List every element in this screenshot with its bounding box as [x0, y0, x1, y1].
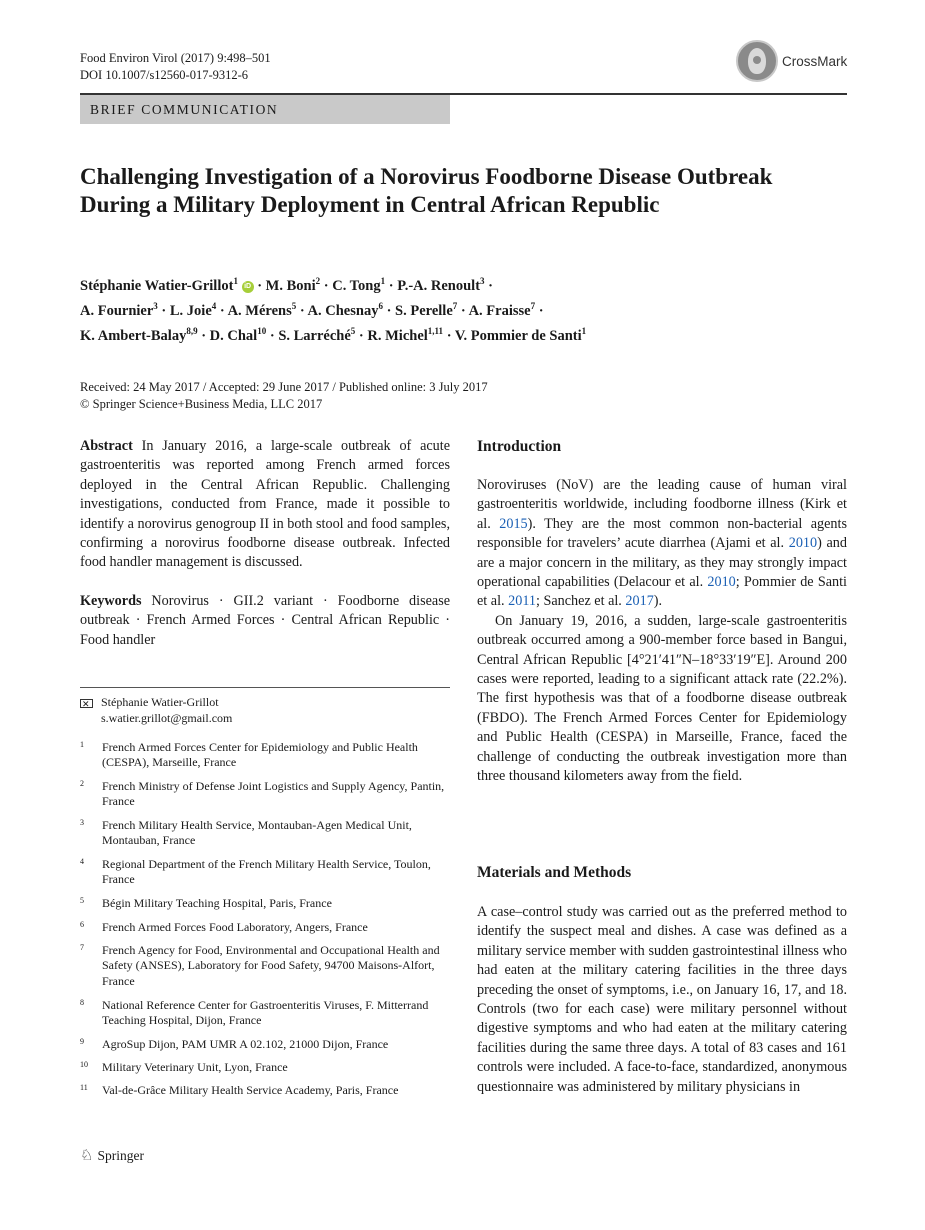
- author[interactable]: A. Fournier: [80, 302, 154, 319]
- crossmark-icon: [736, 40, 778, 82]
- affiliation: [80, 818, 450, 849]
- text-segment: ) and are a major concern in the military, as they may strongly impact operational capabilities (Delacour et al.: [477, 535, 847, 591]
- author-affiliation-ref: 6: [378, 300, 383, 311]
- author-affiliation-ref: 1: [581, 325, 587, 336]
- abstract-text: In January 2016, a large-scale outbreak of acute gastroenteritis was reported among French armed forces deployed in the Central African Republic. Challenging investigations, conducted from France, made it possible to identify a norovirus genogroup II in both stool and food samples, confirming a norovirus foodborne disease outbreak. Infected food handler management is discussed.: [80, 438, 450, 571]
- author-affiliation-ref: 8,9: [186, 325, 198, 336]
- intro-paragraph-1: [477, 476, 847, 612]
- affiliation-text: Regional Department of the French Military Health Service, Toulon, France: [102, 857, 431, 887]
- affiliation: [80, 998, 450, 1029]
- methods-paragraph-1: A case–control study was carried out as the preferred method to identify the suspect meal and dishes. A case was defined as a military service member with sudden gastrointestinal illness who had eaten at the military catering facilities in the three days preceding the onset of symptoms, i.e., on January 16, 17, and 18. Controls (two for each case) were military personnel without digestive symptoms and who had eaten at the military catering facilities during the same three days. A total of 83 cases and 161 controls were included. A face-to-face, standardized, anonymous questionnaire was administered by military physicians in: [477, 904, 847, 1095]
- crossmark-label: CrossMark: [782, 53, 848, 69]
- author[interactable]: M. Boni: [265, 277, 316, 294]
- author-affiliation-ref: 1: [380, 276, 386, 286]
- author[interactable]: A. Fraisse: [468, 302, 531, 319]
- dates-line: Received: 24 May 2017 / Accepted: 29 June 2017 / Published online: 3 July 2017: [80, 380, 488, 394]
- section-banner: BRIEF COMMUNICATION: [80, 95, 450, 124]
- author-list: Stéphanie Watier-Grillot$^1$ iD · M. Boni$^2$ · C. Tong$^1$ · P.-A. Renoult$^3$ · A. Fournier$^3$ · L. Joie$^4$ · A. Mérens$^5$ · A. Chesnay$^6$ · S. Perelle$^7$ · A. Fraisse$^7$ · K. Ambert-Balay$^{8,9}$ · D. Chal$^{10}$ · S. Larréché$^5$ · R. Michel$^{1,11}$ · V. Pommier de Santi$^1$: [80, 276, 587, 344]
- orcid-icon[interactable]: iD: [242, 281, 254, 293]
- text-segment: ; Pommier de Santi et al.: [477, 574, 847, 610]
- author[interactable]: K. Ambert-Balay: [80, 327, 187, 344]
- introduction-section: [477, 476, 847, 787]
- affiliation-text: French Armed Forces Food Laboratory, Angers, France: [102, 920, 368, 934]
- author[interactable]: A. Chesnay: [307, 302, 379, 319]
- author-affiliation-ref: 5: [291, 300, 297, 311]
- author[interactable]: A. Mérens: [227, 302, 292, 319]
- affiliation-number: 9: [80, 1037, 84, 1046]
- affiliation-number: 5: [80, 896, 84, 905]
- affiliation: [80, 857, 450, 888]
- affiliation: [80, 896, 450, 911]
- author-affiliation-ref: 2: [315, 276, 321, 286]
- abstract: [80, 437, 450, 573]
- author[interactable]: S. Perelle: [395, 302, 453, 319]
- affiliation-text: Bégin Military Teaching Hospital, Paris, France: [102, 896, 332, 910]
- text-segment: ; Sanchez et al.: [535, 593, 626, 610]
- author[interactable]: V. Pommier de Santi: [454, 327, 582, 344]
- journal-citation: Food Environ Virol (2017) 9:498–501: [80, 51, 271, 65]
- affiliation-number: 4: [80, 857, 84, 866]
- citation-link[interactable]: 2015: [499, 515, 528, 532]
- publication-dates: [80, 379, 488, 413]
- affiliation-number: 8: [80, 998, 84, 1007]
- springer-horse-icon: ♘: [80, 1148, 94, 1164]
- citation-link[interactable]: 2011: [508, 593, 536, 610]
- affiliation-text: French Military Health Service, Montauban-Agen Medical Unit, Montauban, France: [102, 818, 412, 848]
- citation-link[interactable]: 2010: [707, 574, 736, 591]
- author[interactable]: P.-A. Renoult: [397, 277, 481, 294]
- affiliation: [80, 920, 450, 935]
- abstract-label: Abstract: [80, 438, 133, 454]
- affiliation-text: French Agency for Food, Environmental and Occupational Health and Safety (ANSES), Laboratory for Food Safety, 94700 Maisons-Alfort, France: [102, 943, 440, 988]
- keywords: [80, 592, 450, 650]
- affiliation: [80, 740, 450, 771]
- author-affiliation-ref: 1: [233, 276, 238, 286]
- author-affiliation-ref: 3: [153, 300, 158, 311]
- text-segment: Noroviruses (NoV) are the leading cause of human viral gastroenteritis worldwide, including foodborne illness (Kirk et al.: [477, 477, 847, 532]
- author-affiliation-ref: 1,11: [427, 325, 444, 336]
- author-affiliation-ref: 7: [530, 300, 536, 311]
- doi[interactable]: DOI 10.1007/s12560-017-9312-6: [80, 68, 249, 82]
- affiliation: [80, 1083, 450, 1098]
- author-affiliation-ref: 10: [257, 325, 267, 336]
- author[interactable]: D. Chal: [209, 327, 258, 344]
- introduction-heading: Introduction: [477, 438, 562, 455]
- corr-email[interactable]: s.watier.grillot@gmail.com: [101, 711, 233, 725]
- author-affiliation-ref: 5: [350, 325, 356, 336]
- author-affiliation-ref: 7: [452, 300, 458, 311]
- envelope-icon: [80, 699, 93, 708]
- affiliation: [80, 1037, 450, 1052]
- intro-paragraph-2: On January 19, 2016, a sudden, large-scale gastroenteritis outbreak occurred among a 900-member force based in Bangui, Central African Republic [4°21′41″N–18°33′19″E]. Around 200 cases were reported, leading to a significant attack rate (22.2%). The first hypothesis was that of a foodborne disease outbreak (FBDO). The French Armed Forces Center for Epidemiology and Public Health (CESPA) in Marseille, France, faced the challenge of conducting the outbreak investigation more than three thousand kilometers away from the field.: [477, 612, 847, 785]
- publisher-footer: [80, 1146, 144, 1165]
- affiliation-text: Military Veterinary Unit, Lyon, France: [102, 1060, 288, 1074]
- affiliation-number: 2: [80, 779, 84, 788]
- affiliation: [80, 779, 450, 810]
- affiliation: [80, 1060, 450, 1075]
- author[interactable]: Stéphanie Watier-Grillot: [80, 277, 234, 294]
- journal-meta: [80, 50, 271, 84]
- affiliation-text: French Armed Forces Center for Epidemiology and Public Health (CESPA), Marseille, France: [102, 740, 418, 770]
- publisher-name: Springer: [97, 1147, 144, 1163]
- citation-link[interactable]: 2010: [788, 535, 818, 552]
- crossmark-badge[interactable]: [736, 40, 847, 82]
- affiliation-number: 10: [80, 1060, 88, 1069]
- copyright-line: © Springer Science+Business Media, LLC 2017: [80, 397, 323, 411]
- author-affiliation-ref: 4: [211, 300, 217, 311]
- article-title: Challenging Investigation of a Norovirus Foodborne Disease Outbreak During a Military Deployment in Central African Republic: [80, 164, 773, 217]
- author[interactable]: R. Michel: [367, 327, 428, 344]
- author[interactable]: S. Larréché: [278, 327, 351, 344]
- author-affiliation-ref: 3: [480, 276, 485, 286]
- text-segment: ).: [653, 593, 663, 610]
- affiliation-number: 11: [80, 1083, 88, 1092]
- methods-section: [477, 903, 847, 1097]
- affiliation-text: French Ministry of Defense Joint Logistics and Supply Agency, Pantin, France: [102, 779, 445, 809]
- affiliation-text: Val-de-Grâce Military Health Service Academy, Paris, France: [102, 1083, 399, 1097]
- methods-heading: Materials and Methods: [477, 864, 632, 881]
- author[interactable]: L. Joie: [169, 302, 212, 319]
- affiliation-number: 6: [80, 920, 84, 929]
- affiliation-text: AgroSup Dijon, PAM UMR A 02.102, 21000 Dijon, France: [102, 1037, 389, 1051]
- affiliation-number: 1: [80, 740, 84, 749]
- affiliation-number: 3: [80, 818, 84, 827]
- affiliation-number: 7: [80, 943, 84, 952]
- affiliation: [80, 943, 450, 989]
- text-segment: ). They are the most common non-bacterial agents responsible for travelers’ acute diarrhea (Ajami et al.: [477, 515, 847, 552]
- citation-link[interactable]: 2017: [625, 593, 654, 610]
- keywords-text: Norovirus · GII.2 variant · Foodborne disease outbreak · French Armed Forces · Central African Republic · Food handler: [80, 593, 451, 648]
- affiliation-text: National Reference Center for Gastroenteritis Viruses, F. Mitterrand Teaching Hospital, Dijon, France: [102, 998, 429, 1028]
- keywords-label: Keywords: [80, 593, 142, 609]
- author[interactable]: C. Tong: [332, 277, 381, 294]
- correspondence: [80, 694, 232, 726]
- footnote-rule: [80, 687, 450, 688]
- corr-name: Stéphanie Watier-Grillot: [101, 695, 219, 709]
